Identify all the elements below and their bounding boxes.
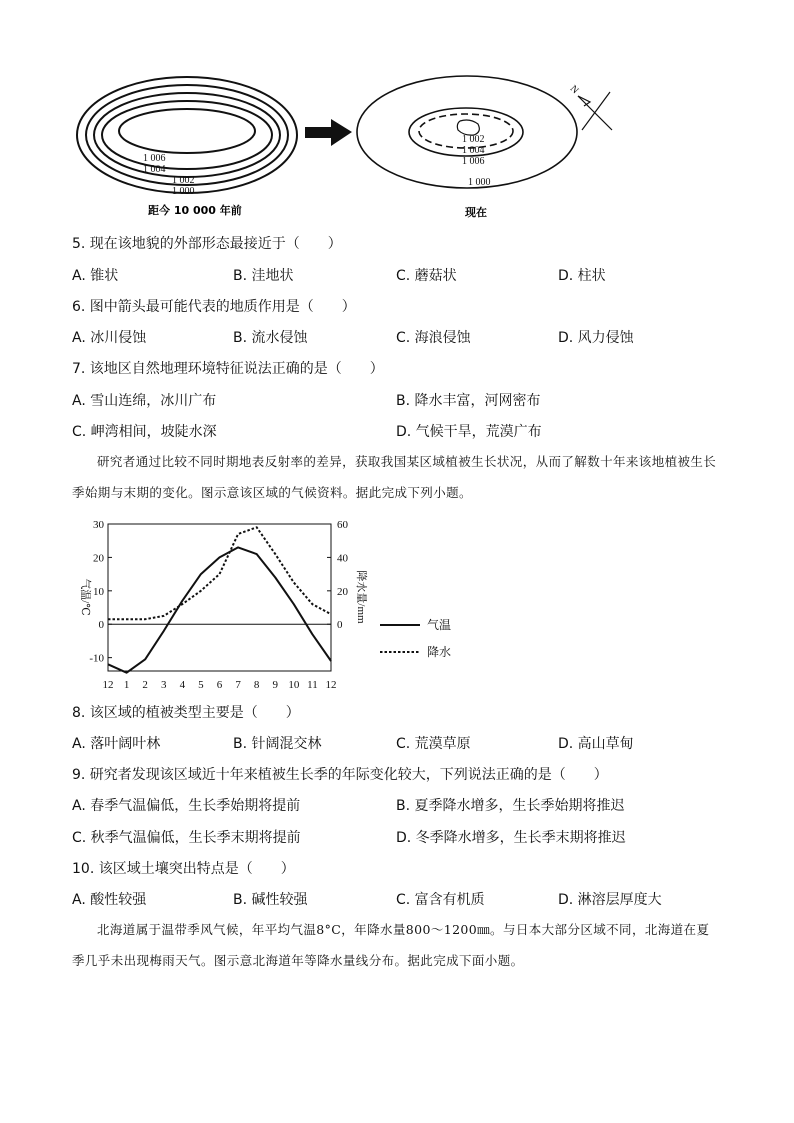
q10-option-d: D. 淋溶层厚度大: [558, 892, 662, 908]
x-tick-label: 9: [272, 679, 278, 691]
q8-option-a: A. 落叶阔叶林: [72, 736, 161, 752]
now-isobar-diagram: [357, 76, 577, 188]
y-left-tick-label: 20: [93, 552, 104, 565]
q8-option-b: B. 针阔混交林: [233, 736, 322, 752]
legend-precip-label: 降水: [427, 645, 452, 659]
q10-option-b: B. 碱性较强: [233, 892, 308, 908]
x-tick-label: 2: [142, 679, 148, 691]
arrow-icon: [305, 119, 352, 146]
x-tick-label: 11: [307, 679, 318, 691]
past-label-3: 1 002: [172, 175, 195, 186]
question-6-stem: 6. 图中箭头最可能代表的地质作用是（ ）: [72, 299, 356, 315]
y-right-tick-label: 0: [337, 619, 343, 632]
x-tick-label: 10: [288, 679, 300, 691]
x-tick-label: 3: [161, 679, 167, 691]
question-7-stem: 7. 该地区自然地理环境特征说法正确的是（ ）: [72, 361, 384, 377]
north-arrow-icon: [578, 92, 612, 130]
x-tick-label: 5: [198, 679, 204, 691]
temperature-line: [108, 547, 331, 672]
now-label-3: 1 006: [462, 156, 485, 167]
now-label-2: 1 004: [462, 145, 485, 156]
question-9-stem: 9. 研究者发现该区域近十年来植被生长季的年际变化较大，下列说法正确的是（ ）: [72, 767, 608, 783]
intro-paragraph-2: 北海道属于温带季风气候，年平均气温8°C，年降水量800～1200㎜。与日本大部分区域不同，北海道在夏季几乎未出现梅雨天气。图示意北海道年等降水量线分布。据此完成下面小题。: [72, 922, 710, 968]
q5-option-c: C. 蘑菇状: [396, 268, 457, 284]
question-10-stem: 10. 该区域土壤突出特点是（ ）: [72, 861, 295, 877]
past-caption: 距今 10 000 年前: [148, 204, 242, 217]
y-left-tick-label: -10: [89, 652, 104, 665]
x-tick-label: 7: [235, 679, 241, 691]
q9-option-d: D. 冬季降水增多，生长季末期将推迟: [396, 830, 626, 846]
q5-option-b: B. 洼地状: [233, 268, 294, 284]
q10-option-a: A. 酸性较强: [72, 892, 147, 908]
past-label-4: 1 000: [172, 186, 195, 197]
now-caption: 现在: [465, 206, 487, 219]
x-tick-label: 6: [216, 679, 223, 691]
now-label-1: 1 002: [462, 134, 485, 145]
isobar-figure: [0, 0, 794, 230]
intro-paragraph-1: 研究者通过比较不同时期地表反射率的差异，获取我国某区域植被生长状况，从而了解数十年来该地植被生长季始期与末期的变化。图示意该区域的气候资料。据此完成下列小题。: [72, 454, 717, 500]
q8-option-d: D. 高山草甸: [558, 736, 634, 752]
y-axis-left-label: 气温/℃: [79, 578, 91, 616]
precipitation-line: [108, 527, 331, 619]
past-label-2: 1 004: [143, 164, 166, 175]
q8-option-c: C. 荒漠草原: [396, 736, 471, 752]
x-tick-label: 1: [123, 679, 130, 691]
x-tick-label: 12: [102, 679, 114, 691]
q6-option-b: B. 流水侵蚀: [233, 330, 308, 346]
y-right-tick-label: 40: [337, 552, 348, 565]
now-label-4: 1 000: [468, 177, 491, 188]
q10-option-c: C. 富含有机质: [396, 892, 485, 908]
y-left-tick-label: 30: [93, 519, 104, 531]
question-5-stem: 5. 现在该地貌的外部形态最接近于（ ）: [72, 236, 342, 252]
chart-legend: [380, 617, 451, 659]
q9-option-c: C. 秋季气温偏低，生长季末期将提前: [72, 830, 301, 846]
q9-option-b: B. 夏季降水增多，生长季始期将推迟: [396, 798, 625, 814]
now-isobar-labels: [462, 134, 491, 188]
q5-option-a: A. 锥状: [72, 268, 119, 284]
legend-temp-label: 气温: [427, 618, 452, 632]
q7-option-b: B. 降水丰富，河网密布: [396, 393, 541, 409]
x-tick-label: 12: [325, 679, 337, 691]
q6-option-a: A. 冰川侵蚀: [72, 330, 147, 346]
y-left-tick-label: 10: [93, 585, 104, 598]
north-label: N: [567, 83, 581, 97]
q9-option-a: A. 春季气温偏低，生长季始期将提前: [72, 798, 301, 814]
q7-option-a: A. 雪山连绵，冰川广布: [72, 393, 217, 409]
y-right-tick-label: 20: [337, 585, 348, 598]
x-tick-label: 4: [179, 679, 186, 691]
q6-option-d: D. 风力侵蚀: [558, 330, 634, 346]
climate-chart: [70, 515, 490, 695]
q7-option-d: D. 气候干旱，荒漠广布: [396, 424, 542, 440]
question-8-stem: 8. 该区域的植被类型主要是（ ）: [72, 705, 300, 721]
chart-axes: [108, 524, 331, 671]
q5-option-d: D. 柱状: [558, 268, 606, 284]
x-tick-label: 8: [253, 679, 260, 691]
past-label-1: 1 006: [143, 153, 166, 164]
y-right-tick-label: 60: [337, 519, 348, 531]
q6-option-c: C. 海浪侵蚀: [396, 330, 471, 346]
y-axis-right-label: 降水量/mm: [355, 570, 367, 624]
y-left-tick-label: 0: [98, 619, 104, 632]
q7-option-c: C. 岬湾相间，坡陡水深: [72, 424, 217, 440]
